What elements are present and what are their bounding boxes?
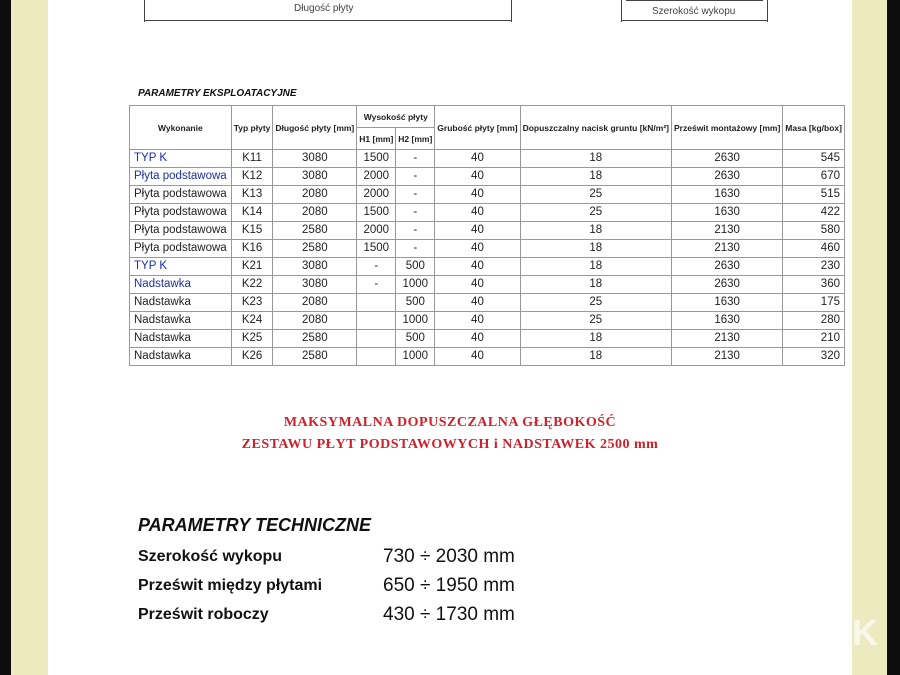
tech-value-przeswit-roboczy: 430 ÷ 1730 mm xyxy=(383,604,515,625)
table-cell-typ: K22 xyxy=(231,276,273,294)
tech-label-przeswit-miedzy: Prześwit między płytami xyxy=(138,577,323,594)
length-dimension-tick-left xyxy=(144,0,145,22)
table-row xyxy=(130,150,845,168)
table-cell-gr: 40 xyxy=(435,222,520,240)
table-cell-h1: 1500 xyxy=(357,240,396,258)
table-row xyxy=(130,294,845,312)
table-cell-typ: K23 xyxy=(231,294,273,312)
table-cell-h2: 1000 xyxy=(396,312,435,330)
table-row xyxy=(130,168,845,186)
table-cell-wyk: Nadstawka xyxy=(130,348,232,366)
left-frame xyxy=(0,0,11,675)
table-cell-prz: 1630 xyxy=(672,294,783,312)
table-cell-nac: 25 xyxy=(520,186,671,204)
width-dimension-upper-line xyxy=(626,0,763,1)
header-wykonanie: Wykonanie xyxy=(130,106,232,150)
table-cell-wyk: Płyta podstawowa xyxy=(130,168,232,186)
technical-params-title: PARAMETRY TECHNICZNE xyxy=(138,515,372,535)
length-dimension-label: Długość płyty xyxy=(294,3,354,14)
table-row xyxy=(130,348,845,366)
table-cell-h2: - xyxy=(396,204,435,222)
table-cell-dl: 3080 xyxy=(273,150,357,168)
table-cell-h2: - xyxy=(396,222,435,240)
document-page xyxy=(48,0,852,675)
table-cell-wyk: Nadstawka xyxy=(130,276,232,294)
table-cell-h2: 1000 xyxy=(396,348,435,366)
table-cell-gr: 40 xyxy=(435,294,520,312)
table-cell-nac: 25 xyxy=(520,204,671,222)
header-masa: Masa [kg/box] xyxy=(783,106,845,150)
table-cell-typ: K15 xyxy=(231,222,273,240)
width-dimension-line xyxy=(621,20,768,21)
operating-params-title: PARAMETRY EKSPLOATACYJNE xyxy=(138,88,297,99)
left-side-panel xyxy=(11,0,48,675)
operating-params-table xyxy=(129,105,845,366)
max-depth-note-line2: ZESTAWU PŁYT PODSTAWOWYCH i NADSTAWEK 2500 mm xyxy=(241,437,659,452)
header-h2: H2 [mm] xyxy=(396,128,435,150)
table-cell-nac: 18 xyxy=(520,258,671,276)
table-cell-h2: - xyxy=(396,240,435,258)
table-cell-typ: K12 xyxy=(231,168,273,186)
right-frame xyxy=(887,0,900,675)
table-cell-masa: 545 xyxy=(783,150,845,168)
table-cell-h1 xyxy=(357,312,396,330)
table-cell-h2: - xyxy=(396,168,435,186)
table-cell-wyk: Płyta podstawowa xyxy=(130,222,232,240)
table-cell-masa: 175 xyxy=(783,294,845,312)
header-nacisk: Dopuszczalny nacisk gruntu [kN/m²] xyxy=(520,106,671,150)
table-cell-prz: 2630 xyxy=(672,168,783,186)
table-cell-dl: 2080 xyxy=(273,204,357,222)
header-typ: Typ płyty xyxy=(231,106,273,150)
watermark-logo-icon: K xyxy=(852,612,878,653)
table-cell-gr: 40 xyxy=(435,186,520,204)
width-dimension-tick-left xyxy=(621,0,622,22)
right-side-panel xyxy=(852,0,887,675)
table-cell-dl: 2080 xyxy=(273,294,357,312)
table-cell-typ: K14 xyxy=(231,204,273,222)
table-cell-masa: 360 xyxy=(783,276,845,294)
table-cell-wyk: Nadstawka xyxy=(130,294,232,312)
table-cell-prz: 2130 xyxy=(672,348,783,366)
table-cell-dl: 2080 xyxy=(273,186,357,204)
table-row xyxy=(130,204,845,222)
table-cell-gr: 40 xyxy=(435,150,520,168)
table-cell-dl: 3080 xyxy=(273,168,357,186)
table-cell-typ: K16 xyxy=(231,240,273,258)
tech-value-szerokosc: 730 ÷ 2030 mm xyxy=(383,546,515,567)
table-cell-wyk: TYP K xyxy=(130,258,232,276)
table-cell-prz: 2130 xyxy=(672,330,783,348)
table-cell-gr: 40 xyxy=(435,168,520,186)
table-cell-nac: 25 xyxy=(520,312,671,330)
table-cell-h2: 1000 xyxy=(396,276,435,294)
table-cell-nac: 18 xyxy=(520,330,671,348)
table-cell-wyk: TYP K xyxy=(130,150,232,168)
table-cell-masa: 280 xyxy=(783,312,845,330)
table-cell-masa: 210 xyxy=(783,330,845,348)
table-cell-wyk: Płyta podstawowa xyxy=(130,186,232,204)
table-cell-h1 xyxy=(357,294,396,312)
table-cell-masa: 422 xyxy=(783,204,845,222)
tech-label-szerokosc: Szerokość wykopu xyxy=(138,548,283,565)
table-cell-nac: 18 xyxy=(520,240,671,258)
width-dimension-label: Szerokość wykopu xyxy=(652,6,736,17)
table-cell-dl: 3080 xyxy=(273,276,357,294)
table-cell-nac: 18 xyxy=(520,276,671,294)
table-cell-gr: 40 xyxy=(435,312,520,330)
table-cell-gr: 40 xyxy=(435,276,520,294)
table-cell-typ: K21 xyxy=(231,258,273,276)
table-cell-wyk: Płyta podstawowa xyxy=(130,204,232,222)
table-cell-prz: 1630 xyxy=(672,186,783,204)
table-cell-prz: 1630 xyxy=(672,312,783,330)
table-cell-h2: - xyxy=(396,186,435,204)
table-row xyxy=(130,258,845,276)
header-dlugosc: Długość płyty [mm] xyxy=(273,106,357,150)
table-row xyxy=(130,276,845,294)
tech-label-przeswit-roboczy: Prześwit roboczy xyxy=(138,606,269,623)
table-cell-gr: 40 xyxy=(435,348,520,366)
table-cell-dl: 2580 xyxy=(273,240,357,258)
table-cell-h2: 500 xyxy=(396,330,435,348)
header-h1: H1 [mm] xyxy=(357,128,396,150)
table-row xyxy=(130,330,845,348)
table-cell-wyk: Nadstawka xyxy=(130,330,232,348)
table-cell-h1: 1500 xyxy=(357,204,396,222)
table-cell-gr: 40 xyxy=(435,240,520,258)
table-cell-h1: - xyxy=(357,258,396,276)
table-cell-typ: K11 xyxy=(231,150,273,168)
table-cell-h1 xyxy=(357,348,396,366)
table-cell-typ: K24 xyxy=(231,312,273,330)
tech-value-przeswit-miedzy: 650 ÷ 1950 mm xyxy=(383,575,515,596)
table-cell-nac: 25 xyxy=(520,294,671,312)
table-cell-prz: 2130 xyxy=(672,222,783,240)
table-cell-gr: 40 xyxy=(435,204,520,222)
table-cell-nac: 18 xyxy=(520,150,671,168)
table-cell-dl: 3080 xyxy=(273,258,357,276)
table-row xyxy=(130,240,845,258)
table-cell-prz: 1630 xyxy=(672,204,783,222)
table-cell-wyk: Nadstawka xyxy=(130,312,232,330)
table-cell-wyk: Płyta podstawowa xyxy=(130,240,232,258)
table-cell-gr: 40 xyxy=(435,330,520,348)
table-cell-dl: 2580 xyxy=(273,222,357,240)
table-row xyxy=(130,186,845,204)
table-cell-typ: K25 xyxy=(231,330,273,348)
table-cell-dl: 2580 xyxy=(273,348,357,366)
table-cell-gr: 40 xyxy=(435,258,520,276)
table-cell-masa: 515 xyxy=(783,186,845,204)
table-cell-masa: 670 xyxy=(783,168,845,186)
table-cell-dl: 2580 xyxy=(273,330,357,348)
header-wysokosc: Wysokość płyty xyxy=(357,106,435,128)
table-cell-dl: 2080 xyxy=(273,312,357,330)
table-cell-prz: 2130 xyxy=(672,240,783,258)
table-cell-prz: 2630 xyxy=(672,258,783,276)
table-cell-nac: 18 xyxy=(520,168,671,186)
header-przeswit: Prześwit montażowy [mm] xyxy=(672,106,783,150)
table-cell-typ: K13 xyxy=(231,186,273,204)
table-cell-prz: 2630 xyxy=(672,150,783,168)
table-cell-h1: 2000 xyxy=(357,222,396,240)
length-dimension-line xyxy=(144,20,512,21)
table-cell-h1: 2000 xyxy=(357,168,396,186)
table-row xyxy=(130,312,845,330)
table-cell-h1: 2000 xyxy=(357,186,396,204)
table-cell-masa: 320 xyxy=(783,348,845,366)
table-cell-typ: K26 xyxy=(231,348,273,366)
table-cell-h2: - xyxy=(396,150,435,168)
table-cell-masa: 460 xyxy=(783,240,845,258)
table-cell-masa: 230 xyxy=(783,258,845,276)
table-cell-prz: 2630 xyxy=(672,276,783,294)
width-dimension-tick-right xyxy=(767,0,768,22)
table-cell-nac: 18 xyxy=(520,348,671,366)
table-cell-h1: 1500 xyxy=(357,150,396,168)
table-cell-masa: 580 xyxy=(783,222,845,240)
length-dimension-tick-right xyxy=(511,0,512,22)
table-cell-h2: 500 xyxy=(396,258,435,276)
table-cell-h1: - xyxy=(357,276,396,294)
table-cell-nac: 18 xyxy=(520,222,671,240)
max-depth-note-line1: MAKSYMALNA DOPUSZCZALNA GŁĘBOKOŚĆ xyxy=(283,415,617,430)
table-cell-h2: 500 xyxy=(396,294,435,312)
table-cell-h1 xyxy=(357,330,396,348)
table-row xyxy=(130,222,845,240)
header-grubosc: Grubość płyty [mm] xyxy=(435,106,520,150)
